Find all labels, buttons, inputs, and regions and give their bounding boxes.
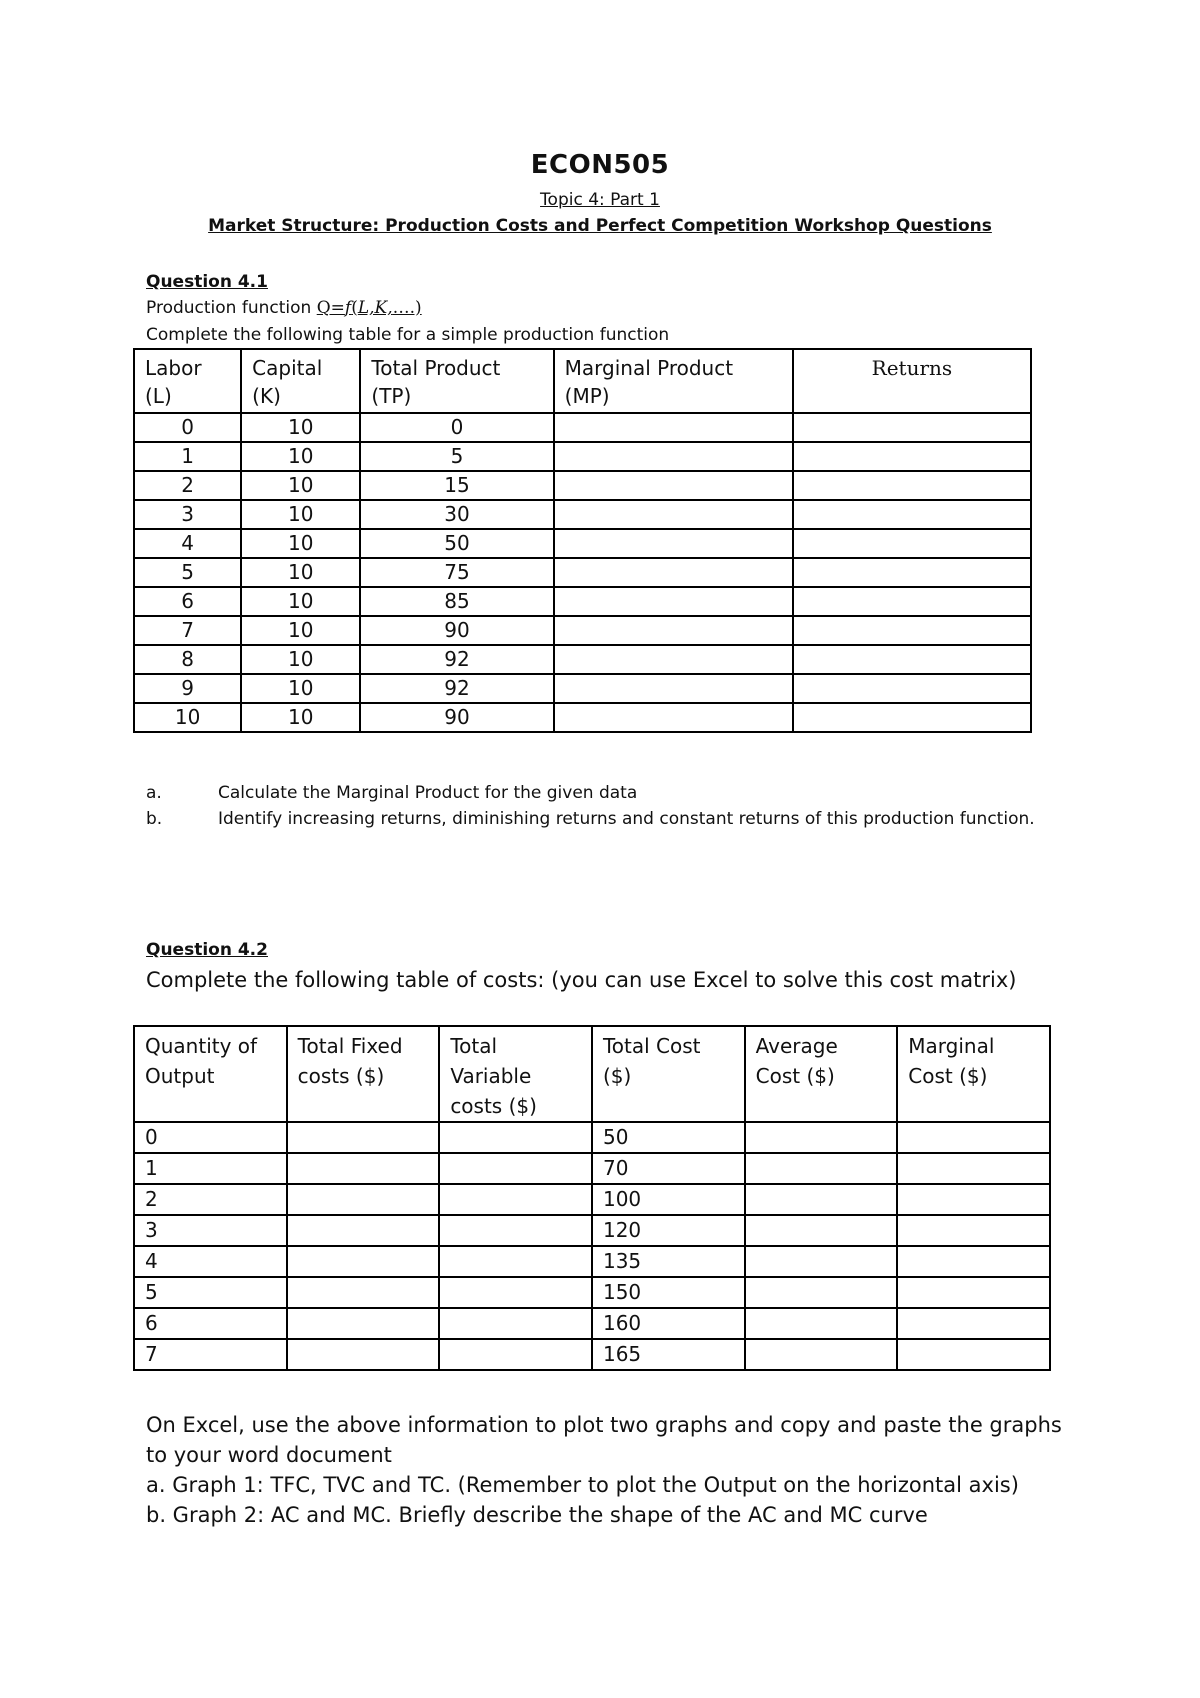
table-cell xyxy=(554,529,793,558)
table-cell: 5 xyxy=(360,442,553,471)
table-cell xyxy=(554,442,793,471)
table-header-row xyxy=(134,1026,1050,1122)
table-cell: 70 xyxy=(592,1153,745,1184)
table-cell: 120 xyxy=(592,1215,745,1246)
table-cell xyxy=(897,1277,1050,1308)
table-cell: 160 xyxy=(592,1308,745,1339)
table-cell: 7 xyxy=(134,616,241,645)
table-cell xyxy=(897,1122,1050,1153)
table-row xyxy=(134,1184,1050,1215)
table-cell: 0 xyxy=(134,1122,287,1153)
table-cell xyxy=(287,1339,440,1370)
table-cell xyxy=(897,1153,1050,1184)
table-cell xyxy=(554,616,793,645)
table-cell xyxy=(439,1308,592,1339)
table-row xyxy=(134,1339,1050,1370)
table-cell xyxy=(287,1153,440,1184)
table-cell: 5 xyxy=(134,558,241,587)
table-cell: 10 xyxy=(241,645,360,674)
production-function-label: Production function xyxy=(146,298,317,318)
table-cell xyxy=(897,1246,1050,1277)
table-cell: 6 xyxy=(134,1308,287,1339)
table-cell: 150 xyxy=(592,1277,745,1308)
table-cell xyxy=(745,1184,898,1215)
table-cell: 92 xyxy=(360,674,553,703)
table-row xyxy=(134,1277,1050,1308)
table-cell xyxy=(439,1246,592,1277)
table-row xyxy=(134,558,1031,587)
table-cell: 10 xyxy=(241,674,360,703)
question-4-2-instruction: Complete the following table of costs: (you can use Excel to solve this cost matrix) xyxy=(146,968,1017,992)
table-cell: 10 xyxy=(241,587,360,616)
table-cell xyxy=(793,558,1031,587)
table-row xyxy=(134,1122,1050,1153)
table-cell: 9 xyxy=(134,674,241,703)
table-cell: 10 xyxy=(241,500,360,529)
table-cell: 5 xyxy=(134,1277,287,1308)
production-table-body xyxy=(134,413,1031,732)
table-row xyxy=(134,1308,1050,1339)
header-returns: Returns xyxy=(793,349,1031,413)
table-cell: 92 xyxy=(360,645,553,674)
table-cell: 10 xyxy=(134,703,241,732)
list-item: a. Calculate the Marginal Product for the given data xyxy=(146,783,638,803)
table-cell xyxy=(897,1339,1050,1370)
question-4-1-instruction: Complete the following table for a simple production function xyxy=(146,325,670,345)
table-header-row xyxy=(134,349,1031,413)
table-cell: 85 xyxy=(360,587,553,616)
table-cell: 6 xyxy=(134,587,241,616)
table-cell: 7 xyxy=(134,1339,287,1370)
topic-heading: Topic 4: Part 1 xyxy=(540,190,660,210)
header-labor: Labor (L) xyxy=(134,349,241,413)
table-cell: 10 xyxy=(241,529,360,558)
table-cell xyxy=(439,1277,592,1308)
table-cell xyxy=(745,1153,898,1184)
header-total-product: Total Product (TP) xyxy=(360,349,553,413)
table-cell: 10 xyxy=(241,442,360,471)
table-cell xyxy=(793,645,1031,674)
table-cell xyxy=(897,1308,1050,1339)
table-row xyxy=(134,1153,1050,1184)
document-subtitle: Market Structure: Production Costs and Perfect Competition Workshop Questions xyxy=(208,216,992,236)
table-cell xyxy=(287,1184,440,1215)
table-cell: 10 xyxy=(241,471,360,500)
table-cell xyxy=(745,1339,898,1370)
table-cell xyxy=(439,1339,592,1370)
table-cell xyxy=(439,1122,592,1153)
graph-instruction-a: a. Graph 1: TFC, TVC and TC. (Remember to plot the Output on the horizontal axis) xyxy=(146,1473,1019,1497)
table-cell xyxy=(745,1277,898,1308)
table-cell: 4 xyxy=(134,529,241,558)
table-cell xyxy=(554,558,793,587)
table-cell: 1 xyxy=(134,442,241,471)
question-4-1-tasks xyxy=(146,780,1078,832)
table-cell: 2 xyxy=(134,471,241,500)
table-cell xyxy=(287,1122,440,1153)
table-row xyxy=(134,500,1031,529)
table-cell xyxy=(554,413,793,442)
table-cell xyxy=(287,1246,440,1277)
table-cell: 3 xyxy=(134,1215,287,1246)
header-marginal-product: Marginal Product (MP) xyxy=(554,349,793,413)
table-cell xyxy=(793,674,1031,703)
table-row xyxy=(134,1215,1050,1246)
production-function-formula: Q=f(L,K,….) xyxy=(316,298,422,318)
table-cell: 50 xyxy=(592,1122,745,1153)
list-item: b. Identify increasing returns, diminishing returns and constant returns of this production function. xyxy=(146,809,1035,829)
production-table xyxy=(133,348,1032,733)
table-cell xyxy=(745,1246,898,1277)
table-cell: 2 xyxy=(134,1184,287,1215)
table-cell xyxy=(793,442,1031,471)
table-cell xyxy=(793,471,1031,500)
table-cell: 8 xyxy=(134,645,241,674)
table-row xyxy=(134,529,1031,558)
table-cell xyxy=(793,500,1031,529)
graph-instruction-b: b. Graph 2: AC and MC. Briefly describe the shape of the AC and MC curve xyxy=(146,1503,928,1527)
header-capital: Capital (K) xyxy=(241,349,360,413)
table-cell xyxy=(793,413,1031,442)
table-cell xyxy=(793,616,1031,645)
table-cell: 135 xyxy=(592,1246,745,1277)
table-cell xyxy=(554,587,793,616)
table-cell xyxy=(554,703,793,732)
header-total-fixed-costs: Total Fixed costs ($) xyxy=(287,1026,440,1122)
table-cell xyxy=(554,645,793,674)
table-row xyxy=(134,471,1031,500)
question-4-2-heading: Question 4.2 xyxy=(146,940,268,960)
header-average-cost: Average Cost ($) xyxy=(745,1026,898,1122)
table-cell: 10 xyxy=(241,413,360,442)
table-row xyxy=(134,703,1031,732)
table-cell xyxy=(793,529,1031,558)
table-cell xyxy=(287,1215,440,1246)
table-cell xyxy=(554,500,793,529)
table-cell xyxy=(897,1215,1050,1246)
header-total-cost: Total Cost ($) xyxy=(592,1026,745,1122)
table-cell: 90 xyxy=(360,616,553,645)
table-row xyxy=(134,442,1031,471)
table-row xyxy=(134,645,1031,674)
cost-table xyxy=(133,1025,1051,1371)
table-cell xyxy=(793,587,1031,616)
table-cell: 30 xyxy=(360,500,553,529)
header-marginal-cost: Marginal Cost ($) xyxy=(897,1026,1050,1122)
table-row xyxy=(134,587,1031,616)
cost-table-body xyxy=(134,1122,1050,1370)
graph-instruction-intro: On Excel, use the above information to plot two graphs and copy and paste the graphs to your word document xyxy=(146,1413,1062,1467)
table-row xyxy=(134,1246,1050,1277)
table-cell xyxy=(554,674,793,703)
graph-instructions xyxy=(146,1410,1066,1530)
table-cell xyxy=(897,1184,1050,1215)
table-cell xyxy=(745,1215,898,1246)
table-row xyxy=(134,616,1031,645)
table-cell xyxy=(439,1184,592,1215)
table-cell: 50 xyxy=(360,529,553,558)
table-cell: 15 xyxy=(360,471,553,500)
table-cell: 4 xyxy=(134,1246,287,1277)
table-cell xyxy=(745,1122,898,1153)
table-cell: 1 xyxy=(134,1153,287,1184)
table-cell: 165 xyxy=(592,1339,745,1370)
table-cell: 75 xyxy=(360,558,553,587)
table-cell xyxy=(439,1215,592,1246)
production-function-line xyxy=(146,298,422,318)
table-cell: 90 xyxy=(360,703,553,732)
table-cell: 100 xyxy=(592,1184,745,1215)
table-cell: 10 xyxy=(241,558,360,587)
table-cell: 0 xyxy=(134,413,241,442)
table-cell xyxy=(439,1153,592,1184)
table-row xyxy=(134,413,1031,442)
document-title: ECON505 xyxy=(530,150,670,180)
header-total-variable-costs: Total Variable costs ($) xyxy=(439,1026,592,1122)
table-cell xyxy=(554,471,793,500)
table-cell: 10 xyxy=(241,703,360,732)
table-cell xyxy=(287,1277,440,1308)
header-quantity-of-output: Quantity of Output xyxy=(134,1026,287,1122)
table-cell: 0 xyxy=(360,413,553,442)
table-cell xyxy=(287,1308,440,1339)
table-cell xyxy=(793,703,1031,732)
table-cell xyxy=(745,1308,898,1339)
table-cell: 10 xyxy=(241,616,360,645)
table-cell: 3 xyxy=(134,500,241,529)
question-4-1-heading: Question 4.1 xyxy=(146,272,268,292)
table-row xyxy=(134,674,1031,703)
